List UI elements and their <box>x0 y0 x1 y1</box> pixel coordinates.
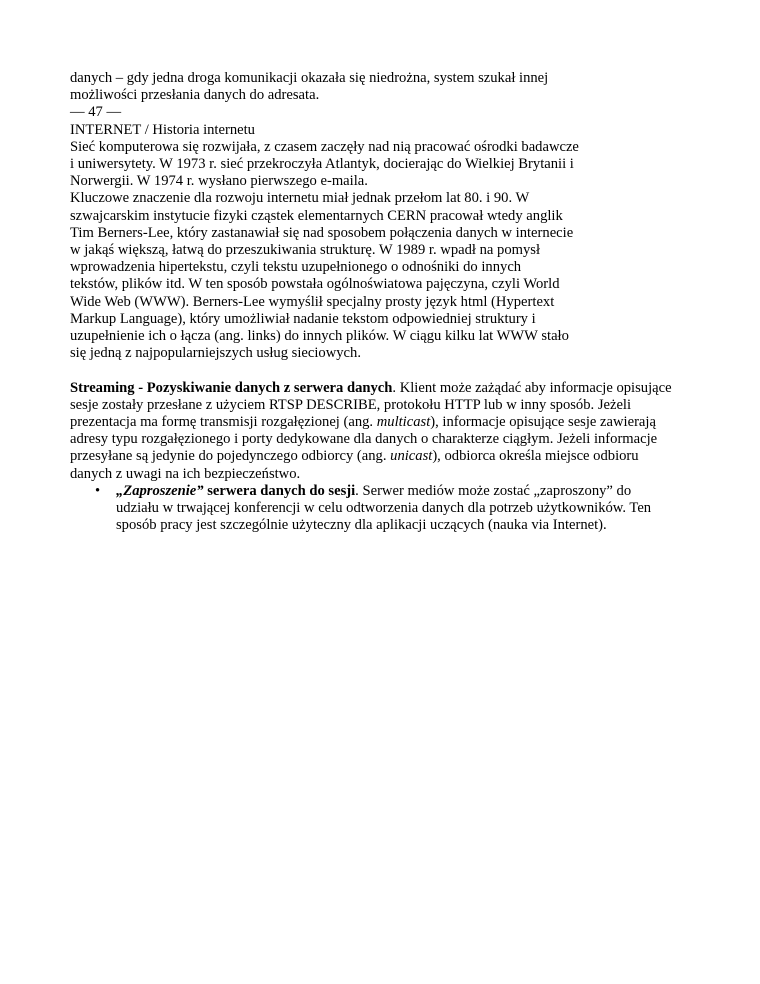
text-line: uzupełnienie ich o łącza (ang. links) do innych plików. W ciągu kilku lat WWW stało <box>70 328 569 345</box>
text-line: Markup Language), który umożliwiał nadanie tekstom odpowiedniej struktury i <box>70 310 536 327</box>
streaming-paragraph <box>70 380 690 483</box>
text-line: danych z uwagi na ich bezpieczeństwo. <box>70 465 301 482</box>
text-line: możliwości przesłania danych do adresata. <box>70 87 320 104</box>
bullet-term: „Zaproszenie” serwera danych do sesji <box>116 482 356 499</box>
page-marker: — 47 — <box>70 104 122 121</box>
bullet-icon: • <box>95 482 101 499</box>
text-line: Sieć komputerowa się rozwijała, z czasem zaczęły nad nią pracować ośrodki badawcze <box>70 138 579 155</box>
text-line: danych – gdy jedna droga komunikacji okazała się niedrożna, system szukał innej <box>70 70 549 86</box>
text-line: i uniwersytety. W 1973 r. sieć przekroczyła Atlantyk, docierając do Wielkiej Brytanii i <box>70 156 574 173</box>
multicast-term: multicast <box>376 414 431 431</box>
text-line: sposób pracy jest szczególnie użyteczny dla aplikacji uczących (nauka via Internet). <box>116 517 607 534</box>
list-item <box>70 483 690 535</box>
text-line: wprowadzenia hipertekstu, czyli tekstu uzupełnionego o odnośniki do innych <box>70 259 522 276</box>
bullet-list <box>70 483 690 535</box>
document-body <box>70 70 690 534</box>
text-line: w jakąś większą, łatwą do przeszukiwania strukturę. W 1989 r. wpadł na pomysł <box>70 242 540 259</box>
text-line: przesyłane są jedynie do pojedynczego odbiorcy (ang. unicast), odbiorca określa miejsce odbioru <box>70 448 639 465</box>
text-line: Wide Web (WWW). Berners-Lee wymyślił specjalny prosty język html (Hypertext <box>70 293 555 310</box>
intro-paragraph <box>70 70 690 104</box>
text-line: Streaming - Pozyskiwanie danych z serwera danych. Klient może zażądać aby informacje opisujące <box>70 379 672 396</box>
text-line: prezentacja ma formę transmisji rozgałęzionej (ang. multicast), informacje opisujące sesje zawierają <box>70 414 656 431</box>
text-line: „Zaproszenie” serwera danych do sesji. Serwer mediów może zostać „zaproszony” do <box>116 482 632 499</box>
text-line: Norwergii. W 1974 r. wysłano pierwszego e-maila. <box>70 173 368 190</box>
text-line: sesje zostały przesłane z użyciem RTSP DESCRIBE, protokołu HTTP lub w inny sposób. Jeżeli <box>70 396 632 413</box>
section-header: INTERNET / Historia internetu <box>70 121 255 138</box>
streaming-heading: Streaming - Pozyskiwanie danych z serwera danych <box>70 379 393 396</box>
paragraph-spacer <box>70 362 690 379</box>
unicast-term: unicast <box>390 448 433 465</box>
text-line: Kluczowe znaczenie dla rozwoju internetu miał jednak przełom lat 80. i 90. W <box>70 190 530 207</box>
text-line: adresy typu rozgałęzionego i porty dedykowane dla danych o charakterze ciągłym. Jeżeli informacje <box>70 431 658 448</box>
text-line: się jedną z najpopularniejszych usług sieciowych. <box>70 345 361 362</box>
text-line: Tim Berners-Lee, który zastanawiał się nad sposobem połączenia danych w internecie <box>70 224 574 241</box>
history-paragraph <box>70 139 690 363</box>
text-line: tekstów, plików itd. W ten sposób powstała ogólnoświatowa pajęczyna, czyli World <box>70 276 560 293</box>
text-line: szwajcarskim instytucie fizyki cząstek elementarnych CERN pracował wtedy anglik <box>70 207 563 224</box>
text-line: udziału w trwającej konferencji w celu odtworzenia danych dla potrzeb użytkowników. Ten <box>116 500 652 517</box>
